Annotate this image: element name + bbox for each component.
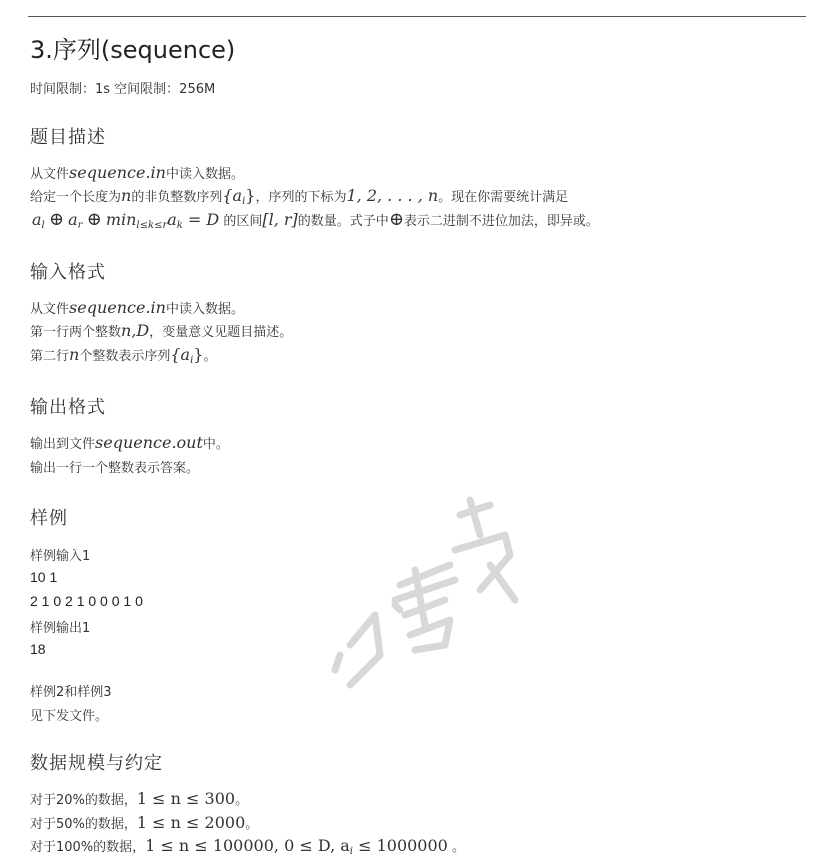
limits-text: 时间限制：1s 空间限制：256M (30, 82, 216, 97)
watermark-logo (330, 495, 520, 695)
output-line-1: 输出到文件sequence.out中。 (30, 433, 229, 452)
constraints-heading: 数据规模与约定 (30, 753, 163, 774)
input-line-3: 第二行n个整数表示序列$\{a_i\}$。 (30, 345, 217, 366)
xor-symbol: ⊕ (48, 209, 64, 230)
top-rule (28, 16, 806, 17)
sample-more-label: 样例2和样例3 (30, 685, 112, 700)
page-title: 3.序列(sequence) (30, 36, 236, 64)
sample-more-text: 见下发文件。 (30, 709, 109, 724)
output-heading: 输出格式 (30, 397, 106, 418)
desc-line-3: $a_l$ ⊕ $a_r$ ⊕ $\min_{l\le k\le r}a_k = D$ 的区间[l, r]的数量。式子中⊕表示二进制不进位加法，即异或。 (32, 209, 599, 231)
input-line-1: 从文件sequence.in中读入数据。 (30, 298, 244, 317)
sample-output-line-1: 18 (30, 641, 46, 657)
input-heading: 输入格式 (30, 262, 106, 283)
desc-heading: 题目描述 (30, 127, 106, 148)
sample-input-line-1: 10 1 (30, 569, 58, 585)
sample-output-label: 样例输出1 (30, 621, 91, 636)
sample-input-label: 样例输入1 (30, 549, 91, 564)
xor-symbol: ⊕ (388, 209, 404, 230)
constraint-3: 对于100%的数据，1 ≤ n ≤ 100000, 0 ≤ D, $a_i \le 1000000$ 。 (30, 836, 465, 857)
constraint-2: 对于50%的数据，1 ≤ n ≤ 2000。 (30, 813, 259, 832)
constraint-1: 对于20%的数据，1 ≤ n ≤ 300。 (30, 789, 249, 808)
output-line-2: 输出一行一个整数表示答案。 (30, 461, 200, 476)
desc-line-2: 给定一个长度为n的非负整数序列$\{a_i\}$，序列的下标为1, 2, . . . , n。现在你需要统计满足 (30, 186, 569, 207)
sample-heading: 样例 (30, 508, 68, 529)
xor-symbol: ⊕ (86, 209, 102, 230)
desc-line-1: 从文件sequence.in中读入数据。 (30, 163, 244, 182)
sample-input-line-2: 2 1 0 2 1 0 0 0 1 0 (30, 593, 143, 609)
input-line-2: 第一行两个整数n,D，变量意义见题目描述。 (30, 321, 293, 340)
